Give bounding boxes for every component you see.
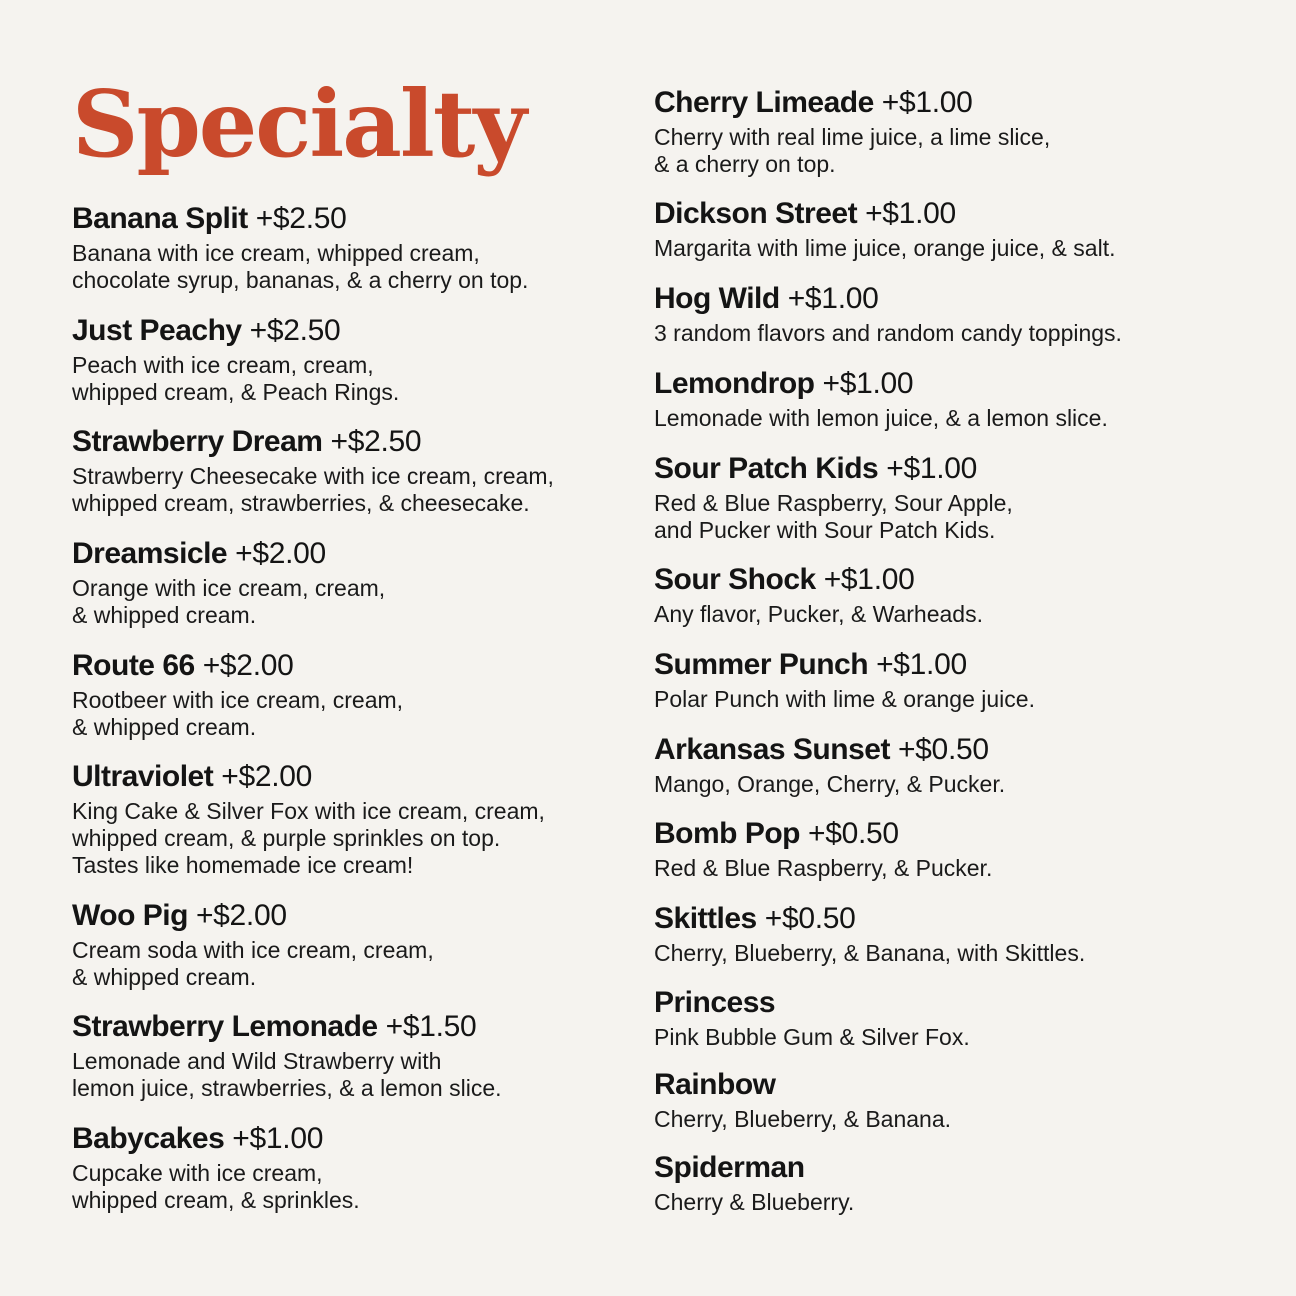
item-description: King Cake & Silver Fox with ice cream, cream, whipped cream, & purple sprinkles on top. Tastes like homemade ice cream!	[72, 798, 545, 878]
item-price: +$1.00	[822, 367, 914, 400]
item-description: Margarita with lime juice, orange juice, & salt.	[654, 235, 1116, 261]
item-price: +$2.00	[221, 760, 313, 793]
item-price: +$2.50	[255, 202, 347, 235]
item-price: +$1.50	[385, 1010, 477, 1043]
item-description: Pink Bubble Gum & Silver Fox.	[654, 1024, 970, 1050]
item-description: Lemonade and Wild Strawberry with lemon juice, strawberries, & a lemon slice.	[72, 1048, 502, 1101]
item-description: Red & Blue Raspberry, & Pucker.	[654, 855, 993, 881]
menu-item-strawberry-lemonade	[72, 1010, 502, 1102]
item-name: Sour Patch Kids	[654, 452, 879, 485]
item-description: Cherry & Blueberry.	[654, 1189, 855, 1215]
menu-item-arkansas-sunset	[654, 733, 1005, 798]
menu-item-babycakes	[72, 1122, 360, 1214]
item-name: Ultraviolet	[72, 760, 214, 793]
item-name: Banana Split	[72, 202, 248, 235]
menu-item-bomb-pop	[654, 817, 992, 882]
item-description: Lemonade with lemon juice, & a lemon slice.	[654, 405, 1108, 431]
item-description: 3 random flavors and random candy toppings.	[654, 320, 1122, 346]
menu-item-dickson-street	[654, 197, 1115, 262]
menu-item-route-66	[72, 649, 403, 741]
item-name: Rainbow	[654, 1068, 776, 1101]
menu-item-sour-patch-kids	[654, 452, 1013, 544]
item-price: +$1.00	[865, 197, 956, 230]
item-name: Woo Pig	[72, 899, 188, 932]
menu-item-ultraviolet	[72, 760, 545, 879]
item-name: Babycakes	[72, 1122, 225, 1155]
item-name: Bomb Pop	[654, 817, 800, 850]
item-name: Dreamsicle	[72, 537, 228, 570]
item-price: +$1.00	[787, 282, 879, 315]
menu-item-banana-split	[72, 202, 528, 294]
item-description: Peach with ice cream, cream, whipped cream, & Peach Rings.	[72, 352, 400, 405]
item-description: Polar Punch with lime & orange juice.	[654, 686, 1035, 712]
menu-item-summer-punch	[654, 648, 1035, 713]
menu-item-princess	[654, 986, 970, 1051]
item-name: Princess	[654, 986, 776, 1019]
item-name: Arkansas Sunset	[654, 733, 890, 766]
item-name: Sour Shock	[654, 563, 816, 596]
item-name: Just Peachy	[72, 314, 242, 347]
item-price: +$0.50	[897, 733, 989, 766]
item-price: +$2.00	[202, 649, 294, 682]
item-name: Route 66	[72, 649, 195, 682]
menu-item-just-peachy	[72, 314, 399, 406]
menu-item-dreamsicle	[72, 537, 385, 629]
menu-item-sour-shock	[654, 563, 983, 628]
item-price: +$2.00	[235, 537, 326, 570]
menu-item-strawberry-dream	[72, 425, 554, 517]
menu-item-lemondrop	[654, 367, 1108, 432]
item-description: Cherry with real lime juice, a lime slice, & a cherry on top.	[654, 124, 1051, 177]
item-description: Cream soda with ice cream, cream, & whipped cream.	[72, 937, 434, 990]
item-name: Summer Punch	[654, 648, 869, 681]
item-price: +$2.50	[330, 425, 422, 458]
item-price: +$1.00	[881, 86, 973, 119]
item-price: +$2.00	[195, 899, 287, 932]
item-description: Rootbeer with ice cream, cream, & whipped cream.	[72, 687, 404, 740]
item-name: Dickson Street	[654, 197, 858, 230]
item-name: Hog Wild	[654, 282, 780, 315]
item-price: +$2.50	[249, 314, 341, 347]
item-description: Cherry, Blueberry, & Banana.	[654, 1106, 952, 1132]
item-name: Skittles	[654, 902, 757, 935]
item-name: Strawberry Lemonade	[72, 1010, 378, 1043]
menu-item-woo-pig	[72, 899, 434, 991]
item-price: +$1.00	[876, 648, 967, 681]
menu-item-rainbow	[654, 1068, 951, 1133]
item-price: +$1.00	[886, 452, 978, 485]
item-name: Strawberry Dream	[72, 425, 323, 458]
item-name: Cherry Limeade	[654, 86, 874, 119]
item-description: Any flavor, Pucker, & Warheads.	[654, 601, 983, 627]
page-title: Specialty	[72, 70, 525, 178]
item-description: Cherry, Blueberry, & Banana, with Skittles.	[654, 940, 1086, 966]
menu-item-spiderman	[654, 1151, 854, 1216]
item-price: +$1.00	[823, 563, 915, 596]
item-description: Red & Blue Raspberry, Sour Apple, and Pucker with Sour Patch Kids.	[654, 490, 1013, 543]
item-description: Strawberry Cheesecake with ice cream, cream, whipped cream, strawberries, & cheesecake.	[72, 463, 554, 516]
item-description: Orange with ice cream, cream, & whipped cream.	[72, 575, 386, 628]
item-name: Lemondrop	[654, 367, 815, 400]
menu-item-cherry-limeade	[654, 86, 1050, 178]
item-name: Spiderman	[654, 1151, 805, 1184]
menu-item-hog-wild	[654, 282, 1122, 347]
item-description: Banana with ice cream, whipped cream, chocolate syrup, bananas, & a cherry on top.	[72, 240, 529, 293]
item-price: +$1.00	[232, 1122, 324, 1155]
item-price: +$0.50	[808, 817, 899, 850]
item-description: Cupcake with ice cream, whipped cream, & sprinkles.	[72, 1160, 360, 1213]
menu-item-skittles	[654, 902, 1085, 967]
item-price: +$0.50	[764, 902, 856, 935]
item-description: Mango, Orange, Cherry, & Pucker.	[654, 771, 1006, 797]
